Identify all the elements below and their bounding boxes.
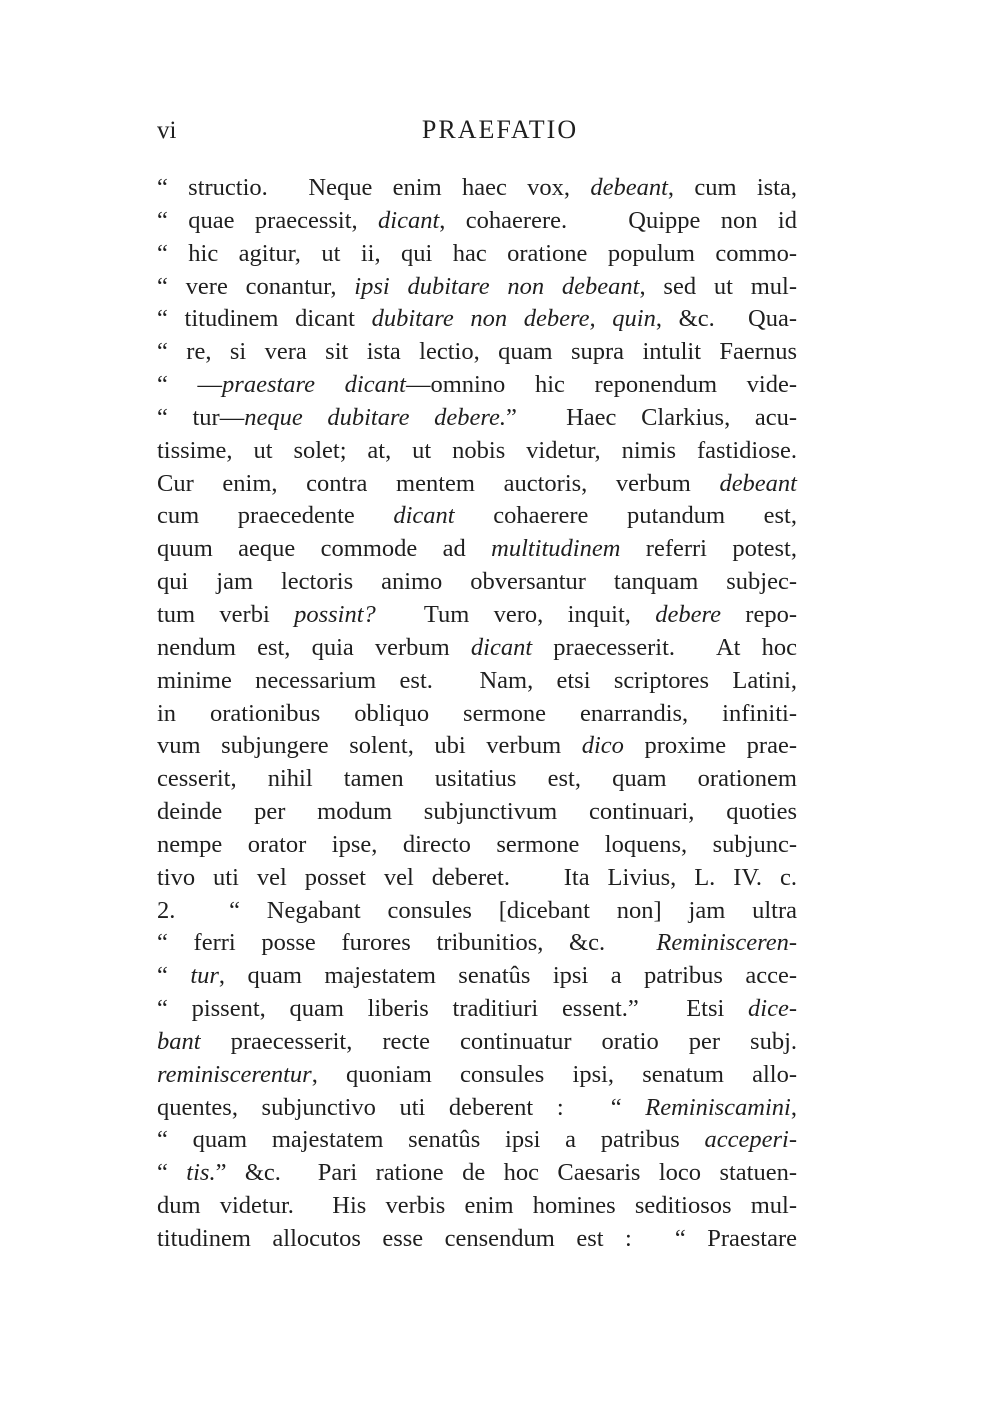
running-title: PRAEFATIO bbox=[421, 115, 579, 144]
text-line bbox=[157, 632, 797, 665]
italic-text: bant bbox=[157, 1027, 201, 1055]
text-run: quentes, subjunctivo uti deberent : “ bbox=[157, 1093, 646, 1121]
text-line bbox=[157, 1092, 797, 1125]
text-run: referri potest, bbox=[620, 535, 797, 563]
text-run: “ pissent, quam liberis traditiuri essent.” Etsi bbox=[157, 995, 749, 1023]
text-line bbox=[157, 369, 797, 402]
italic-text: Reminisceren- bbox=[656, 929, 797, 957]
text-line bbox=[157, 599, 797, 632]
text-line bbox=[157, 336, 797, 369]
italic-text: Reminiscamini bbox=[645, 1093, 791, 1121]
text-line bbox=[157, 303, 797, 336]
italic-text: tis. bbox=[186, 1159, 216, 1187]
text-line bbox=[157, 533, 797, 566]
text-run: “ re, si vera sit ista lectio, quam supra intulit Faernus bbox=[157, 338, 797, 366]
text-line bbox=[157, 796, 797, 829]
italic-text: debeant bbox=[719, 469, 797, 497]
italic-text: dice- bbox=[748, 995, 797, 1023]
italic-text: tur bbox=[190, 962, 219, 990]
text-run: “ titudinem dicant bbox=[157, 305, 372, 333]
text-line bbox=[157, 468, 797, 501]
text-line bbox=[157, 730, 797, 763]
text-line bbox=[157, 862, 797, 895]
text-run: tum verbi bbox=[157, 600, 295, 628]
text-run: , cum ista, bbox=[667, 174, 797, 201]
text-run: qui jam lectoris animo obversantur tanquam subjec- bbox=[157, 568, 797, 596]
text-run: Cur enim, contra mentem auctoris, verbum bbox=[157, 469, 720, 497]
italic-text: dicant bbox=[470, 633, 533, 661]
italic-text: ipsi dubitare non debeant bbox=[354, 272, 640, 300]
text-line bbox=[157, 763, 797, 796]
text-run: , bbox=[790, 1093, 797, 1121]
text-run: Tum vero, inquit, bbox=[375, 600, 656, 628]
text-line bbox=[157, 566, 797, 599]
italic-text: debeant bbox=[590, 174, 668, 201]
text-run: “ quae praecessit, bbox=[157, 206, 379, 234]
text-line bbox=[157, 238, 797, 271]
text-run: nendum est, quia verbum bbox=[157, 633, 471, 661]
text-run: nempe orator ipse, directo sermone loquens, subjunc- bbox=[157, 830, 797, 858]
text-run: repo- bbox=[720, 600, 797, 628]
text-run: tissime, ut solet; at, ut nobis videtur, nimis fastidiose. bbox=[157, 436, 797, 464]
page-number: vi bbox=[157, 117, 177, 144]
text-run: “ vere conantur, bbox=[157, 272, 355, 300]
text-run: vum subjungere solent, ubi verbum bbox=[157, 732, 582, 760]
text-run: in orationibus obliquo sermone enarrandis, infiniti- bbox=[157, 699, 797, 727]
text-run: cesserit, nihil tamen usitatius est, quam orationem bbox=[157, 765, 797, 793]
text-run: “ quam majestatem senatûs ipsi a patribus bbox=[157, 1126, 705, 1154]
text-run: praecesserit. At hoc bbox=[532, 633, 797, 661]
text-line bbox=[157, 1157, 797, 1190]
text-line bbox=[157, 500, 797, 533]
italic-text: debere bbox=[655, 600, 721, 628]
text-run: “ ferri posse furores tribunitios, &c. bbox=[157, 929, 657, 957]
text-run: “ bbox=[157, 1159, 187, 1187]
text-line bbox=[157, 1190, 797, 1223]
italic-text: possint? bbox=[294, 600, 376, 628]
text-run: proxime prae- bbox=[623, 732, 797, 760]
italic-text: dicant bbox=[378, 206, 440, 234]
text-run: “ tur— bbox=[157, 403, 245, 431]
text-run: dum videtur. His verbis enim homines seditiosos mul- bbox=[157, 1192, 797, 1220]
text-run: , quam majestatem senatûs ipsi a patribus acce- bbox=[218, 962, 798, 990]
text-line bbox=[157, 402, 797, 435]
italic-text: dicant bbox=[393, 502, 455, 530]
text-line bbox=[157, 205, 797, 238]
text-run: , sed ut mul- bbox=[639, 272, 797, 300]
text-run: “ hic agitur, ut ii, qui hac oratione populum commo- bbox=[157, 239, 797, 267]
text-line bbox=[157, 698, 797, 731]
text-line bbox=[157, 993, 797, 1026]
text-line bbox=[157, 665, 797, 698]
text-run: , quoniam consules ipsi, senatum allo- bbox=[311, 1060, 797, 1088]
body-text bbox=[157, 172, 797, 1256]
text-run: “ structio. Neque enim haec vox, bbox=[157, 174, 591, 201]
text-line bbox=[157, 1059, 797, 1092]
italic-text: praestare dicant bbox=[222, 371, 406, 399]
text-run: titudinem allocutos esse censendum est : “ Praestare bbox=[157, 1225, 797, 1252]
text-line bbox=[157, 829, 797, 862]
text-run: deinde per modum subjunctivum continuari, quoties bbox=[157, 798, 797, 826]
text-run: cohaerere putandum est, bbox=[454, 502, 797, 530]
text-run: —omnino hic reponendum vide- bbox=[405, 371, 797, 399]
text-run: ” Haec Clarkius, acu- bbox=[505, 403, 797, 431]
text-run: 2. “ Negabant consules [dicebant non] jam ultra bbox=[157, 896, 797, 924]
italic-text: dico bbox=[581, 732, 624, 760]
text-line bbox=[157, 1223, 797, 1256]
text-line bbox=[157, 927, 797, 960]
text-run: praecesserit, recte continuatur oratio per subj. bbox=[200, 1027, 797, 1055]
text-line bbox=[157, 271, 797, 304]
italic-text: reminiscerentur bbox=[157, 1060, 312, 1088]
text-run: quum aeque commode ad bbox=[157, 535, 492, 563]
text-line bbox=[157, 435, 797, 468]
text-run: ” &c. Pari ratione de hoc Caesaris loco statuen- bbox=[215, 1159, 797, 1187]
text-line bbox=[157, 960, 797, 993]
italic-text: neque dubitare debere. bbox=[244, 403, 506, 431]
text-line bbox=[157, 1026, 797, 1059]
italic-text: acceperi- bbox=[704, 1126, 797, 1154]
text-run: tivo uti vel posset vel deberet. Ita Livius, L. IV. c. bbox=[157, 863, 797, 891]
italic-text: dubitare non debere, quin bbox=[371, 305, 656, 333]
text-run: , cohaerere. Quippe non id bbox=[439, 206, 797, 234]
text-run: , &c. Qua- bbox=[655, 305, 797, 333]
text-run: cum praecedente bbox=[157, 502, 394, 530]
text-run: “ — bbox=[157, 371, 223, 399]
text-run: “ bbox=[157, 962, 191, 990]
text-line bbox=[157, 895, 797, 928]
text-line bbox=[157, 172, 797, 205]
text-line bbox=[157, 1124, 797, 1157]
text-run: minime necessarium est. Nam, etsi scriptores Latini, bbox=[157, 666, 797, 694]
italic-text: multitudinem bbox=[491, 535, 621, 563]
